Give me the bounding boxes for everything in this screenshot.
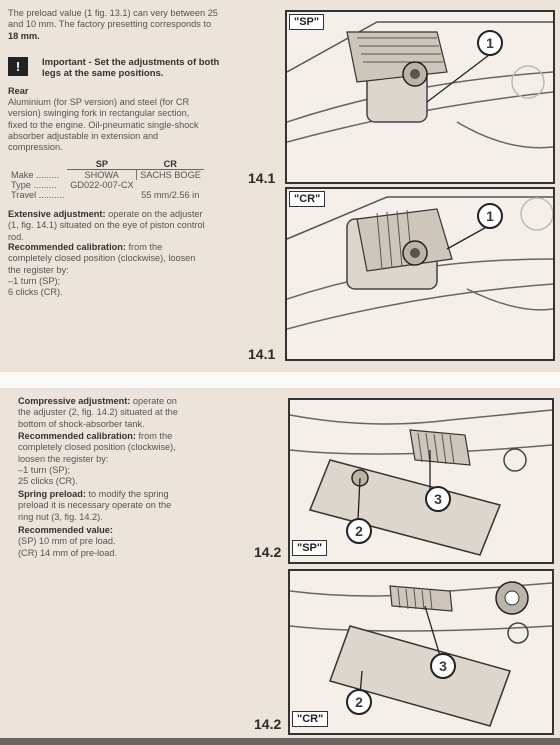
- spec-table: [8, 159, 204, 200]
- preload-intro-text: The preload value (1 fig. 13.1) can very between 25 and 10 mm. The factory presetting corresponds to: [8, 8, 218, 30]
- extensive-adjustment: [8, 209, 208, 243]
- spec-header-row: [8, 159, 204, 170]
- figure-label: 14.2: [254, 716, 282, 732]
- compressive-adjustment-text: operate on the adjuster (2, fig. 14.2) situated at the bottom of shock-absorber tank.: [18, 396, 178, 429]
- recommended-value-label: Recommended value:: [18, 525, 113, 535]
- preload-intro-value: 18 mm.: [8, 30, 40, 41]
- figure-panel-sp: [285, 10, 555, 184]
- top-page-section: [0, 0, 560, 372]
- shock-absorber-drawing: [290, 571, 552, 733]
- recommended-value-line: (CR) 14 mm of pre-load.: [18, 547, 118, 558]
- bottom-page-section: [0, 388, 560, 738]
- callout-number: 1: [486, 35, 494, 51]
- version-tag: "SP": [292, 540, 327, 556]
- spring-preload-label: Spring preload:: [18, 489, 86, 499]
- version-tag: "SP": [289, 14, 324, 30]
- spec-row: [8, 190, 204, 200]
- recommended-calibration-label: Recommended calibration:: [18, 431, 136, 441]
- page-gap: [0, 372, 560, 388]
- spec-cr: 55 mm/2.56 in: [141, 190, 200, 200]
- figure-panel-cr: [285, 187, 555, 361]
- figure-panel-cr: [288, 569, 554, 735]
- calibration-line: –1 turn (SP);: [18, 464, 71, 475]
- preload-intro: [8, 8, 220, 42]
- warning-icon: !: [8, 57, 28, 76]
- compressive-adjustment-label: Compressive adjustment:: [18, 396, 131, 406]
- figure-label: 14.1: [248, 346, 276, 362]
- recommended-calibration-text: from the completely closed position (clockwise), loosen the register by:: [8, 242, 196, 275]
- rear-description: Aluminium (for SP version) and steel (for CR version) swinging fork in rectangular section, fixed to the engine. Oil-pneumatic single-shock absorber adjustable in extension and compression.: [8, 97, 199, 153]
- warning-block: [8, 57, 223, 79]
- compressive-adjustment: [18, 396, 188, 430]
- callout-circle: [346, 518, 372, 544]
- figure-panel-sp: [288, 398, 554, 564]
- callout-number: 2: [355, 694, 363, 710]
- extensive-adjustment-label: Extensive adjustment:: [8, 209, 106, 219]
- rear-heading: Rear: [8, 86, 29, 96]
- recommended-calibration-label: Recommended calibration:: [8, 242, 126, 252]
- spec-sp: SHOWA: [84, 170, 119, 180]
- calibration-line: –1 turn (SP);: [8, 275, 61, 286]
- spec-header-sp: SP: [67, 159, 136, 170]
- recommended-calibration-bottom: [18, 431, 188, 487]
- shock-absorber-drawing: [290, 400, 552, 562]
- callout-circle: [430, 653, 456, 679]
- calibration-line: 25 clicks (CR).: [18, 476, 78, 487]
- recommended-calibration-text: from the completely closed position (clockwise), loosen the register by:: [18, 431, 176, 464]
- extensive-adjustment-text: operate on the adjuster (1, fig. 14.1) situated on the eye of piston control rod.: [8, 209, 205, 242]
- shock-absorber-drawing: [287, 12, 553, 182]
- callout-number: 2: [355, 523, 363, 539]
- bottom-edge-strip: [0, 738, 560, 745]
- callout-number: 1: [486, 208, 494, 224]
- spec-row: [8, 180, 204, 190]
- callout-circle: [346, 689, 372, 715]
- spec-sp: [67, 190, 136, 200]
- spec-row: [8, 170, 204, 181]
- spec-cr: SACHS BOGE: [137, 170, 204, 181]
- recommended-calibration: [8, 242, 208, 298]
- warning-text: Important - Set the adjustments of both legs at the same positions.: [42, 57, 220, 79]
- version-tag: "CR": [292, 711, 328, 727]
- spec-label: Travel ..........: [11, 190, 65, 200]
- calibration-line: 6 clicks (CR).: [8, 287, 63, 298]
- spring-preload-text: to modify the spring preload it is necessary operate on the ring nut (3, fig. 14.2).: [18, 489, 172, 522]
- callout-number: 3: [434, 491, 442, 507]
- shock-absorber-drawing: [287, 189, 553, 359]
- callout-number: 3: [439, 658, 447, 674]
- recommended-value: [18, 525, 188, 559]
- spec-label: Make .........: [11, 169, 59, 180]
- version-tag: "CR": [289, 191, 325, 207]
- spring-preload: [18, 489, 188, 523]
- callout-circle: [477, 203, 503, 229]
- callout-circle: [477, 30, 503, 56]
- recommended-value-line: (SP) 10 mm of pre load.: [18, 536, 116, 547]
- spec-header-cr: CR: [137, 159, 204, 170]
- spec-sp: GD022-007-CX: [70, 180, 134, 190]
- figure-label: 14.2: [254, 544, 282, 560]
- figure-label: 14.1: [248, 170, 276, 186]
- spec-label: Type .........: [11, 180, 57, 190]
- callout-circle: [425, 486, 451, 512]
- spec-cr: [137, 180, 204, 190]
